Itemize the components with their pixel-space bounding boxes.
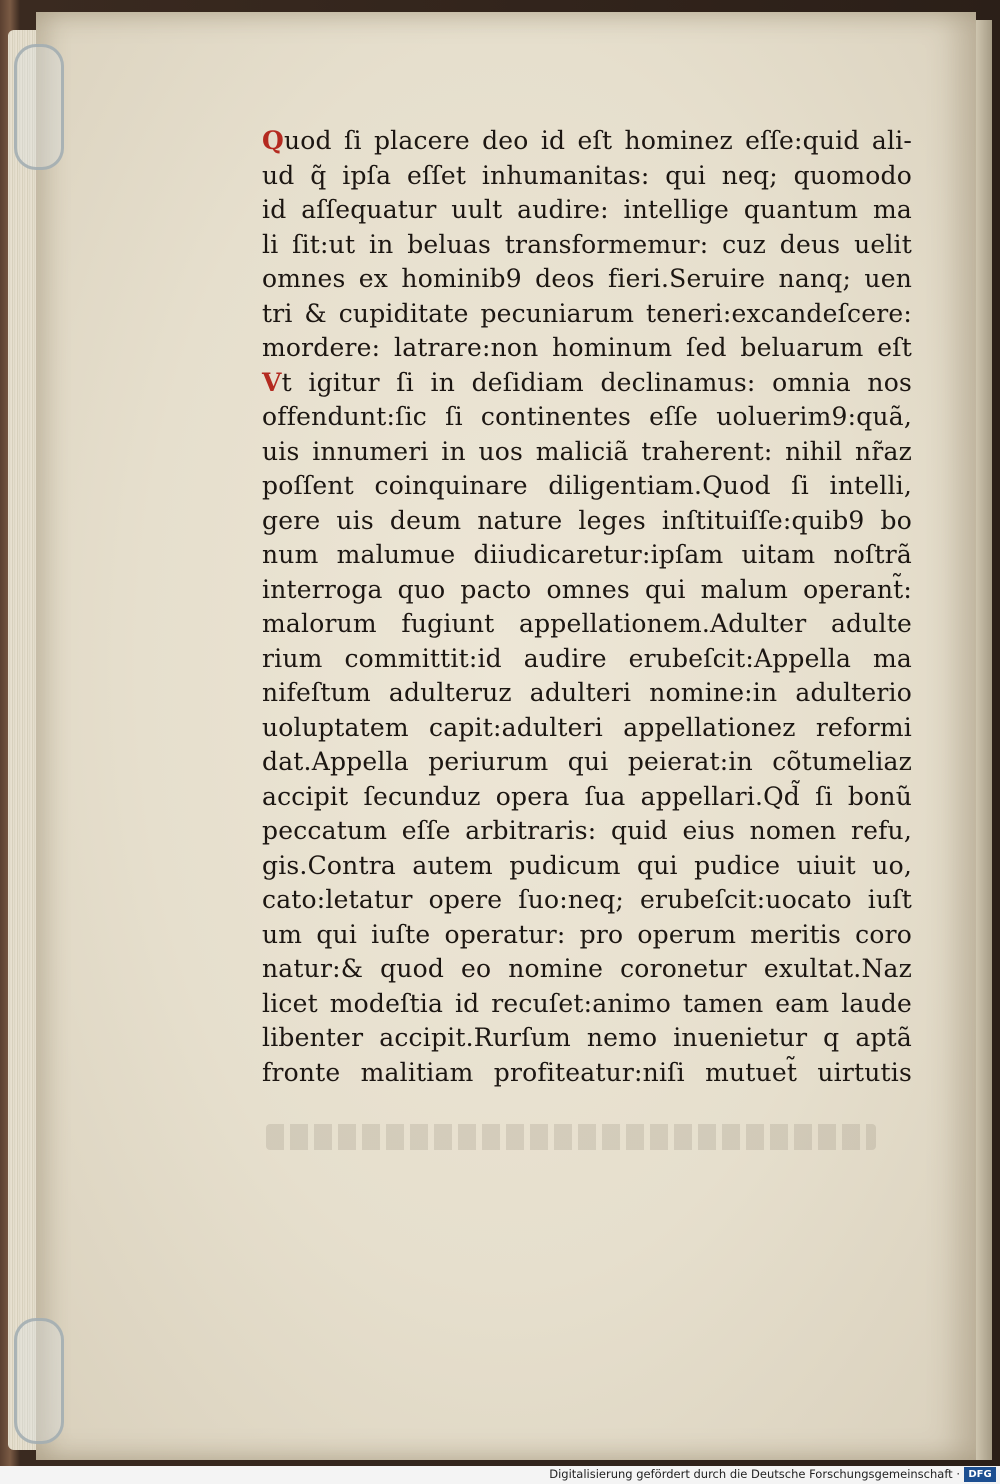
text-line: li ſit:ut in beluas transformemur: cuz deus uelit [262, 229, 912, 259]
text-line: interroga quo pacto omnes qui malum operant̃: [262, 574, 912, 604]
text-line: peccatum eſſe arbitraris: quid eius nomen refu, [262, 816, 912, 845]
text-line: accipit ſecunduz opera ſua appellari.Qd̃ ſi bonũ [262, 781, 912, 811]
text-line: cato:letatur opere ſuo:neq; erubeſcit:uocato iuſt [262, 885, 912, 914]
rubric-initial: V [262, 367, 282, 397]
text-line: gis.Contra autem pudicum qui pudice uiuit uo, [262, 850, 912, 880]
text-line: fronte malitiam profiteatur:niſi mutuet̃ uirtutis [262, 1057, 912, 1087]
text-line: Vt igitur ſi in deſidiam declinamus: omnia nos [262, 367, 912, 397]
text-line: poſſent coinquinare diligentiam.Quod ſi intelli, [262, 471, 912, 500]
footer-credit: Digitalisierung gefördert durch die Deutsche Forschungsgemeinschaft · [549, 1467, 960, 1481]
text-line: gere uis deum nature leges inſtituiſſe:quib9 bo [262, 505, 912, 535]
text-line: um qui iuſte operatur: pro operum meritis coro [262, 919, 912, 949]
text-line: omnes ex hominib9 deos fieri.Seruire nanq; uen [262, 264, 912, 293]
text-line: malorum fugiunt appellationem.Adulter adulte [262, 609, 912, 638]
text-line: offendunt:ſic ſi continentes eſſe uoluerim9:quã, [262, 402, 912, 431]
text-line: uoluptatem capit:adulteri appellationez reformi [262, 712, 912, 742]
page-clip-bottom [14, 1318, 64, 1444]
show-through-text [266, 1124, 876, 1150]
text-line: natur:& quod eo nomine coronetur exultat.Naz [262, 954, 912, 983]
text-column [262, 124, 912, 1090]
text-line: rium committit:id audire erubeſcit:Appella ma [262, 643, 912, 673]
text-line: tri & cupiditate pecuniarum teneri:excandeſcere: [262, 298, 912, 328]
rubric-initial: Q [262, 126, 284, 155]
dfg-logo-icon: DFG [964, 1467, 996, 1482]
text-line: libenter accipit.Rurſum nemo inuenietur q aptã [262, 1023, 912, 1052]
text-line: nifeſtum adulteruz adulteri nomine:in adulterio [262, 678, 912, 707]
text-line: licet modeſtia id recuſet:animo tamen eam laude [262, 988, 912, 1018]
text-line: id aſſequatur uult audire: intellige quantum ma [262, 195, 912, 224]
page-clip-top [14, 44, 64, 170]
text-line: dat.Appella periurum qui peierat:in cõtumeliaz [262, 747, 912, 776]
text-line: Quod ſi placere deo id eſt hominez eſſe:quid ali- [262, 126, 912, 155]
text-line: uis innumeri in uos maliciã traherent: nihil nr̃az [262, 436, 912, 466]
text-line: ud q̃ ipſa eſſet inhumanitas: qui neq; quomodo [262, 160, 912, 190]
text-line: mordere: latrare:non hominum ſed beluarum eſt [262, 333, 912, 362]
text-line: num malumue diiudicaretur:ipſam uitam noſtrã [262, 540, 912, 569]
